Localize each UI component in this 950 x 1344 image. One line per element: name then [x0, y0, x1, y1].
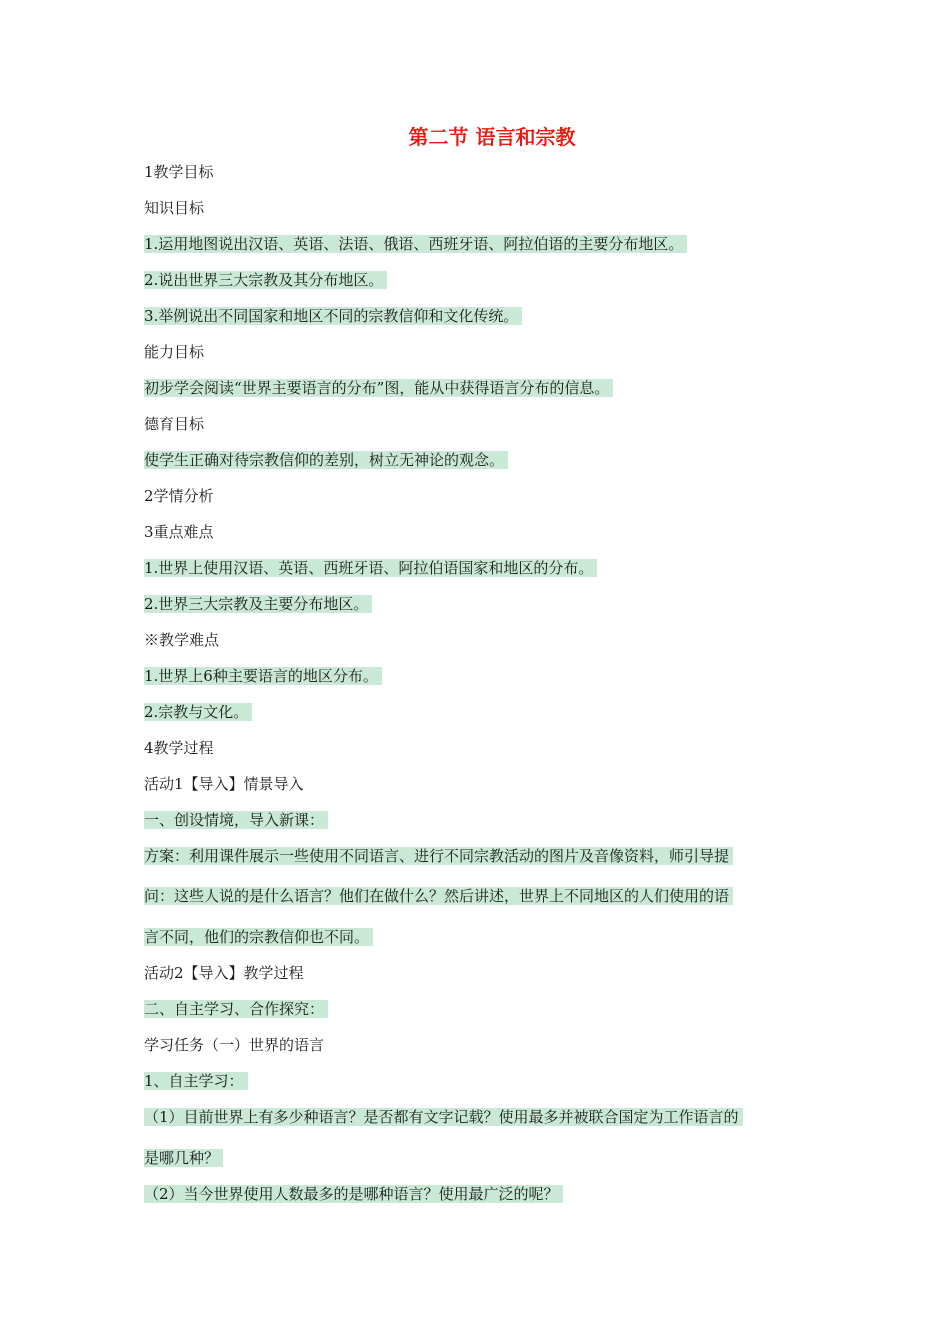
- highlighted-text: 问：这些人说的是什么语言？他们在做什么？然后讲述，世界上不同地区的人们使用的语: [144, 887, 733, 905]
- line-text: 3重点难点: [144, 523, 214, 541]
- text-line: [144, 521, 214, 543]
- text-line: [144, 341, 204, 363]
- highlighted-text: 是哪几种？: [144, 1149, 223, 1167]
- highlighted-text: 初步学会阅读“世界主要语言的分布”图，能从中获得语言分布的信息。: [144, 379, 613, 397]
- text-line: [144, 1070, 248, 1092]
- highlighted-text: 1.世界上6种主要语言的地区分布。: [144, 667, 382, 685]
- text-line: [144, 737, 214, 759]
- text-line: [144, 1034, 324, 1056]
- line-text: 活动2【导入】教学过程: [144, 964, 304, 982]
- text-line: [144, 413, 204, 435]
- text-line: [144, 701, 252, 723]
- text-line: [144, 161, 214, 183]
- text-line: [144, 845, 733, 867]
- line-text: 学习任务（一）世界的语言: [144, 1036, 325, 1054]
- highlighted-text: 1、自主学习：: [144, 1072, 248, 1090]
- highlighted-text: 1.世界上使用汉语、英语、西班牙语、阿拉伯语国家和地区的分布。: [144, 559, 597, 577]
- line-text: 活动1【导入】情景导入: [144, 775, 304, 793]
- text-line: [144, 629, 219, 651]
- line-text: 知识目标: [144, 199, 205, 217]
- highlighted-text: 二、自主学习、合作探究：: [144, 1000, 328, 1018]
- line-text: 4教学过程: [144, 739, 214, 757]
- text-line: [144, 557, 597, 579]
- line-text: 德育目标: [144, 415, 205, 433]
- line-text: 1教学目标: [144, 163, 214, 181]
- text-line: [144, 449, 508, 471]
- line-text: ※教学难点: [144, 631, 220, 649]
- highlighted-text: （2）当今世界使用人数最多的是哪种语言？使用最广泛的呢？: [144, 1185, 563, 1203]
- text-line: [144, 1183, 563, 1205]
- highlighted-text: 2.说出世界三大宗教及其分布地区。: [144, 271, 387, 289]
- text-line: [144, 885, 733, 907]
- page-title: 第二节 语言和宗教: [408, 125, 576, 149]
- text-line: [144, 377, 613, 399]
- highlighted-text: 2.世界三大宗教及主要分布地区。: [144, 595, 372, 613]
- text-line: [144, 233, 687, 255]
- text-line: [144, 197, 204, 219]
- highlighted-text: 一、创设情境，导入新课：: [144, 811, 328, 829]
- text-line: [144, 773, 304, 795]
- text-line: [144, 665, 382, 687]
- line-text: 能力目标: [144, 343, 205, 361]
- text-line: [144, 998, 328, 1020]
- text-line: [144, 269, 387, 291]
- text-line: [144, 962, 304, 984]
- highlighted-text: 使学生正确对待宗教信仰的差别，树立无神论的观念。: [144, 451, 508, 469]
- text-line: [144, 485, 214, 507]
- highlighted-text: 1.运用地图说出汉语、英语、法语、俄语、西班牙语、阿拉伯语的主要分布地区。: [144, 235, 687, 253]
- text-line: [144, 593, 372, 615]
- highlighted-text: 言不同，他们的宗教信仰也不同。: [144, 928, 373, 946]
- highlighted-text: 方案：利用课件展示一些使用不同语言、进行不同宗教活动的图片及音像资料，师引导提: [144, 847, 733, 865]
- text-line: [144, 305, 522, 327]
- highlighted-text: （1）目前世界上有多少种语言？是否都有文字记载？使用最多并被联合国定为工作语言的: [144, 1108, 743, 1126]
- text-line: [144, 1147, 223, 1169]
- text-line: [144, 809, 328, 831]
- highlighted-text: 3.举例说出不同国家和地区不同的宗教信仰和文化传统。: [144, 307, 522, 325]
- text-line: [144, 926, 373, 948]
- text-line: [144, 1106, 743, 1128]
- highlighted-text: 2.宗教与文化。: [144, 703, 252, 721]
- line-text: 2学情分析: [144, 487, 214, 505]
